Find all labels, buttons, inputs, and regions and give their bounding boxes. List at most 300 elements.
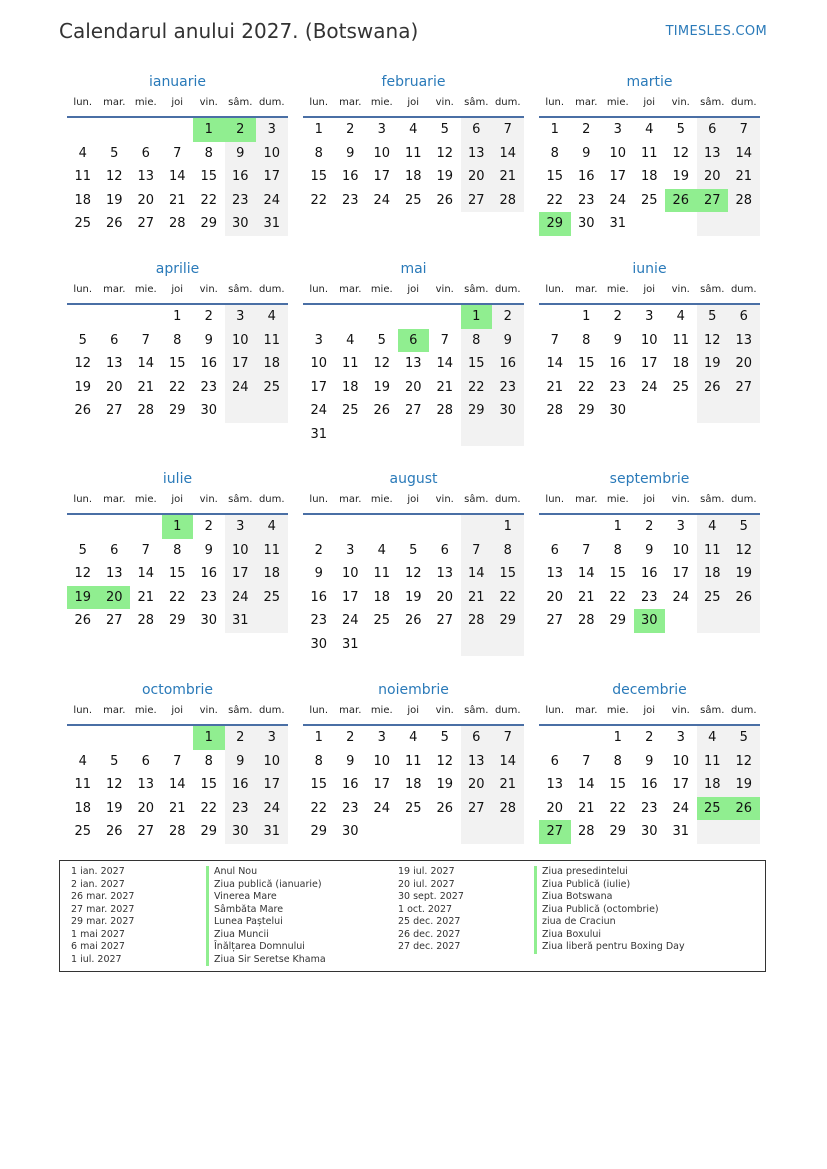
day-cell[interactable]: 14 xyxy=(168,169,186,184)
day-cell[interactable]: 21 xyxy=(577,589,595,605)
day-cell[interactable]: 10 xyxy=(373,753,391,769)
day-cell[interactable]: 16 xyxy=(577,169,595,184)
day-cell[interactable]: 21 xyxy=(492,165,524,189)
day-cell[interactable]: 29 xyxy=(168,613,186,628)
day-cell[interactable]: 30 xyxy=(225,212,257,236)
day-cell[interactable]: 28 xyxy=(577,613,595,628)
day-cell[interactable]: 4 xyxy=(256,305,288,329)
day-cell[interactable]: 13 xyxy=(461,750,493,774)
day-cell[interactable]: 16 xyxy=(225,773,257,797)
day-cell[interactable]: 11 xyxy=(74,777,92,792)
day-cell[interactable]: 16 xyxy=(492,352,524,376)
day-cell[interactable]: 30 xyxy=(200,403,218,418)
day-cell[interactable]: 17 xyxy=(225,562,257,586)
day-cell[interactable]: 12 xyxy=(74,356,92,371)
day-cell[interactable]: 20 xyxy=(404,379,422,395)
day-cell[interactable]: 14 xyxy=(492,750,524,774)
day-cell[interactable]: 18 xyxy=(697,773,729,797)
day-cell[interactable]: 24 xyxy=(341,613,359,628)
day-cell[interactable]: 8 xyxy=(582,332,591,348)
day-cell[interactable]: 16 xyxy=(200,356,218,371)
day-cell[interactable]: 20 xyxy=(461,773,493,797)
day-cell[interactable]: 10 xyxy=(256,142,288,166)
day-cell[interactable]: 22 xyxy=(168,589,186,605)
day-cell[interactable]: 3 xyxy=(314,332,323,348)
day-cell[interactable]: 5 xyxy=(440,122,449,137)
day-cell[interactable]: 11 xyxy=(404,753,422,769)
day-cell[interactable]: 6 xyxy=(141,145,150,161)
day-cell[interactable]: 7 xyxy=(728,118,760,142)
day-cell[interactable]: 1 xyxy=(173,309,182,324)
day-cell[interactable]: 1 xyxy=(461,305,493,329)
day-cell[interactable]: 15 xyxy=(609,777,627,792)
day-cell[interactable]: 17 xyxy=(373,169,391,184)
day-cell[interactable]: 14 xyxy=(461,562,493,586)
day-cell[interactable]: 8 xyxy=(204,753,213,769)
day-cell[interactable]: 18 xyxy=(341,379,359,395)
day-cell[interactable]: 27 xyxy=(137,824,155,839)
day-cell[interactable]: 13 xyxy=(546,566,564,581)
day-cell[interactable]: 4 xyxy=(256,515,288,539)
day-cell[interactable]: 26 xyxy=(74,403,92,418)
day-cell[interactable]: 15 xyxy=(310,169,328,184)
day-cell[interactable]: 20 xyxy=(697,165,729,189)
day-cell[interactable]: 27 xyxy=(137,216,155,231)
day-cell[interactable]: 17 xyxy=(341,589,359,605)
day-cell[interactable]: 31 xyxy=(310,426,328,442)
day-cell[interactable]: 12 xyxy=(105,169,123,184)
day-cell[interactable]: 20 xyxy=(546,800,564,816)
day-cell[interactable]: 3 xyxy=(225,305,257,329)
day-cell[interactable]: 9 xyxy=(204,332,213,348)
day-cell[interactable]: 20 xyxy=(105,379,123,395)
day-cell[interactable]: 7 xyxy=(440,332,449,348)
day-cell[interactable]: 27 xyxy=(436,613,454,628)
day-cell[interactable]: 12 xyxy=(74,566,92,581)
day-cell[interactable]: 15 xyxy=(461,352,493,376)
day-cell[interactable]: 17 xyxy=(310,379,328,395)
day-cell[interactable]: 18 xyxy=(404,169,422,184)
day-cell[interactable]: 12 xyxy=(404,566,422,581)
day-cell[interactable]: 5 xyxy=(728,515,760,539)
day-cell[interactable]: 22 xyxy=(310,192,328,208)
day-cell[interactable]: 5 xyxy=(377,332,386,348)
day-cell[interactable]: 4 xyxy=(697,726,729,750)
day-cell[interactable]: 26 xyxy=(105,824,123,839)
day-cell[interactable]: 11 xyxy=(74,169,92,184)
day-cell[interactable]: 26 xyxy=(74,613,92,628)
day-cell[interactable]: 25 xyxy=(697,586,729,610)
day-cell[interactable]: 4 xyxy=(409,730,418,745)
day-cell[interactable]: 16 xyxy=(310,589,328,605)
day-cell[interactable]: 29 xyxy=(168,403,186,418)
day-cell[interactable]: 17 xyxy=(640,356,658,371)
day-cell[interactable]: 29 xyxy=(609,613,627,628)
day-cell[interactable]: 6 xyxy=(110,332,119,348)
day-cell[interactable]: 28 xyxy=(436,403,454,418)
day-cell[interactable]: 19 xyxy=(728,562,760,586)
day-cell[interactable]: 6 xyxy=(440,542,449,558)
day-cell[interactable]: 10 xyxy=(373,145,391,161)
day-cell[interactable]: 2 xyxy=(645,730,654,745)
day-cell[interactable]: 24 xyxy=(256,189,288,213)
day-cell[interactable]: 5 xyxy=(78,332,87,348)
day-cell[interactable]: 12 xyxy=(697,329,729,353)
day-cell[interactable]: 19 xyxy=(74,379,92,395)
day-cell[interactable]: 24 xyxy=(256,797,288,821)
day-cell[interactable]: 8 xyxy=(613,542,622,558)
day-cell[interactable]: 20 xyxy=(546,589,564,605)
day-cell[interactable]: 29 xyxy=(200,824,218,839)
day-cell[interactable]: 8 xyxy=(173,332,182,348)
day-cell[interactable]: 10 xyxy=(225,539,257,563)
day-cell[interactable]: 17 xyxy=(225,352,257,376)
day-cell[interactable]: 16 xyxy=(200,566,218,581)
day-cell[interactable]: 20 xyxy=(137,800,155,816)
day-cell[interactable]: 30 xyxy=(492,399,524,423)
day-cell[interactable]: 25 xyxy=(697,797,729,821)
day-cell[interactable]: 11 xyxy=(404,145,422,161)
day-cell[interactable]: 8 xyxy=(461,329,493,353)
day-cell[interactable]: 6 xyxy=(728,305,760,329)
day-cell[interactable]: 9 xyxy=(582,145,591,161)
day-cell[interactable]: 7 xyxy=(461,539,493,563)
day-cell[interactable]: 22 xyxy=(200,800,218,816)
day-cell[interactable]: 11 xyxy=(341,356,359,371)
day-cell[interactable]: 23 xyxy=(577,192,595,208)
day-cell[interactable]: 7 xyxy=(173,145,182,161)
day-cell[interactable]: 7 xyxy=(492,726,524,750)
day-cell[interactable]: 5 xyxy=(697,305,729,329)
day-cell[interactable]: 21 xyxy=(728,165,760,189)
day-cell[interactable]: 3 xyxy=(377,122,386,137)
day-cell[interactable]: 25 xyxy=(341,403,359,418)
day-cell[interactable]: 7 xyxy=(141,332,150,348)
day-cell[interactable]: 5 xyxy=(110,753,119,769)
day-cell[interactable]: 22 xyxy=(200,192,218,208)
day-cell[interactable]: 26 xyxy=(436,192,454,208)
day-cell[interactable]: 8 xyxy=(204,145,213,161)
day-cell[interactable]: 16 xyxy=(609,356,627,371)
day-cell[interactable]: 25 xyxy=(256,376,288,400)
day-cell[interactable]: 17 xyxy=(256,773,288,797)
day-cell[interactable]: 2 xyxy=(225,118,257,142)
day-cell[interactable]: 13 xyxy=(105,566,123,581)
day-cell[interactable]: 17 xyxy=(256,165,288,189)
day-cell[interactable]: 16 xyxy=(225,165,257,189)
day-cell[interactable]: 12 xyxy=(728,750,760,774)
day-cell[interactable]: 23 xyxy=(225,797,257,821)
day-cell[interactable]: 3 xyxy=(225,515,257,539)
day-cell[interactable]: 9 xyxy=(204,542,213,558)
day-cell[interactable]: 8 xyxy=(492,539,524,563)
day-cell[interactable]: 30 xyxy=(200,613,218,628)
day-cell[interactable]: 10 xyxy=(256,750,288,774)
day-cell[interactable]: 24 xyxy=(373,192,391,208)
day-cell[interactable]: 10 xyxy=(609,145,627,161)
day-cell[interactable]: 27 xyxy=(697,189,729,213)
day-cell[interactable]: 15 xyxy=(168,566,186,581)
day-cell[interactable]: 20 xyxy=(728,352,760,376)
day-cell[interactable]: 15 xyxy=(200,777,218,792)
day-cell[interactable]: 12 xyxy=(436,145,454,161)
day-cell[interactable]: 19 xyxy=(672,169,690,184)
day-cell[interactable]: 8 xyxy=(314,145,323,161)
day-cell[interactable]: 7 xyxy=(173,753,182,769)
day-cell[interactable]: 5 xyxy=(78,542,87,558)
day-cell[interactable]: 3 xyxy=(645,309,654,324)
day-cell[interactable]: 21 xyxy=(577,800,595,816)
day-cell[interactable]: 4 xyxy=(377,542,386,558)
day-cell[interactable]: 27 xyxy=(461,797,493,821)
day-cell[interactable]: 18 xyxy=(672,356,690,371)
day-cell[interactable]: 12 xyxy=(373,356,391,371)
day-cell[interactable]: 9 xyxy=(225,750,257,774)
day-cell[interactable]: 24 xyxy=(609,192,627,208)
day-cell[interactable]: 23 xyxy=(609,379,627,395)
day-cell[interactable]: 6 xyxy=(110,542,119,558)
day-cell[interactable]: 3 xyxy=(346,542,355,558)
day-cell[interactable]: 31 xyxy=(225,609,257,633)
day-cell[interactable]: 28 xyxy=(546,403,564,418)
day-cell[interactable]: 15 xyxy=(310,777,328,792)
day-cell[interactable]: 18 xyxy=(640,169,658,184)
day-cell[interactable]: 29 xyxy=(609,824,627,839)
day-cell[interactable]: 12 xyxy=(105,777,123,792)
day-cell[interactable]: 2 xyxy=(225,726,257,750)
day-cell[interactable]: 20 xyxy=(436,589,454,605)
day-cell[interactable]: 11 xyxy=(256,539,288,563)
day-cell[interactable]: 13 xyxy=(436,566,454,581)
day-cell[interactable]: 18 xyxy=(74,192,92,208)
brand-logo[interactable]: TIMESLES.COM xyxy=(665,24,767,39)
day-cell[interactable]: 25 xyxy=(256,586,288,610)
day-cell[interactable]: 11 xyxy=(373,566,391,581)
day-cell[interactable]: 25 xyxy=(672,379,690,395)
day-cell[interactable]: 12 xyxy=(672,145,690,161)
day-cell[interactable]: 5 xyxy=(409,542,418,558)
day-cell[interactable]: 29 xyxy=(310,824,328,839)
day-cell[interactable]: 13 xyxy=(697,142,729,166)
day-cell[interactable]: 22 xyxy=(546,192,564,208)
day-cell[interactable]: 4 xyxy=(676,309,685,324)
day-cell[interactable]: 16 xyxy=(341,777,359,792)
day-cell[interactable]: 15 xyxy=(577,356,595,371)
day-cell[interactable]: 5 xyxy=(728,726,760,750)
day-cell[interactable]: 27 xyxy=(404,403,422,418)
day-cell[interactable]: 24 xyxy=(225,586,257,610)
day-cell[interactable]: 20 xyxy=(99,586,131,610)
day-cell[interactable]: 21 xyxy=(461,586,493,610)
day-cell[interactable]: 14 xyxy=(436,356,454,371)
day-cell[interactable]: 18 xyxy=(256,352,288,376)
day-cell[interactable]: 22 xyxy=(168,379,186,395)
day-cell[interactable]: 28 xyxy=(168,824,186,839)
day-cell[interactable]: 12 xyxy=(728,539,760,563)
day-cell[interactable]: 3 xyxy=(377,730,386,745)
day-cell[interactable]: 21 xyxy=(168,192,186,208)
day-cell[interactable]: 14 xyxy=(577,777,595,792)
day-cell[interactable]: 18 xyxy=(404,777,422,792)
day-cell[interactable]: 30 xyxy=(225,820,257,844)
day-cell[interactable]: 30 xyxy=(577,216,595,231)
day-cell[interactable]: 14 xyxy=(546,356,564,371)
day-cell[interactable]: 15 xyxy=(168,356,186,371)
day-cell[interactable]: 30 xyxy=(310,636,328,652)
day-cell[interactable]: 1 xyxy=(550,122,559,137)
day-cell[interactable]: 11 xyxy=(640,145,658,161)
day-cell[interactable]: 15 xyxy=(609,566,627,581)
day-cell[interactable]: 26 xyxy=(728,797,760,821)
day-cell[interactable]: 29 xyxy=(200,216,218,231)
day-cell[interactable]: 13 xyxy=(461,142,493,166)
day-cell[interactable]: 1 xyxy=(492,515,524,539)
day-cell[interactable]: 18 xyxy=(74,800,92,816)
day-cell[interactable]: 14 xyxy=(577,566,595,581)
day-cell[interactable]: 8 xyxy=(613,753,622,769)
day-cell[interactable]: 6 xyxy=(697,118,729,142)
day-cell[interactable]: 27 xyxy=(539,820,571,844)
day-cell[interactable]: 14 xyxy=(168,777,186,792)
day-cell[interactable]: 24 xyxy=(373,800,391,816)
day-cell[interactable]: 31 xyxy=(609,216,627,231)
day-cell[interactable]: 14 xyxy=(728,142,760,166)
day-cell[interactable]: 2 xyxy=(613,309,622,324)
day-cell[interactable]: 8 xyxy=(173,542,182,558)
day-cell[interactable]: 9 xyxy=(346,753,355,769)
day-cell[interactable]: 23 xyxy=(640,589,658,605)
day-cell[interactable]: 9 xyxy=(645,753,654,769)
day-cell[interactable]: 15 xyxy=(546,169,564,184)
day-cell[interactable]: 23 xyxy=(310,613,328,628)
day-cell[interactable]: 9 xyxy=(314,566,323,581)
day-cell[interactable]: 4 xyxy=(697,515,729,539)
day-cell[interactable]: 13 xyxy=(137,169,155,184)
day-cell[interactable]: 9 xyxy=(645,542,654,558)
day-cell[interactable]: 20 xyxy=(137,192,155,208)
day-cell[interactable]: 21 xyxy=(492,773,524,797)
day-cell[interactable]: 5 xyxy=(676,122,685,137)
day-cell[interactable]: 4 xyxy=(78,145,87,161)
day-cell[interactable]: 6 xyxy=(461,118,493,142)
day-cell[interactable]: 25 xyxy=(373,613,391,628)
day-cell[interactable]: 10 xyxy=(640,332,658,348)
day-cell[interactable]: 29 xyxy=(539,212,571,236)
day-cell[interactable]: 6 xyxy=(461,726,493,750)
day-cell[interactable]: 26 xyxy=(404,613,422,628)
day-cell[interactable]: 28 xyxy=(137,403,155,418)
day-cell[interactable]: 29 xyxy=(492,609,524,633)
day-cell[interactable]: 28 xyxy=(577,824,595,839)
day-cell[interactable]: 2 xyxy=(582,122,591,137)
day-cell[interactable]: 21 xyxy=(168,800,186,816)
day-cell[interactable]: 21 xyxy=(546,379,564,395)
day-cell[interactable]: 19 xyxy=(67,586,99,610)
day-cell[interactable]: 16 xyxy=(640,777,658,792)
day-cell[interactable]: 15 xyxy=(200,169,218,184)
day-cell[interactable]: 28 xyxy=(728,189,760,213)
day-cell[interactable]: 3 xyxy=(676,730,685,745)
day-cell[interactable]: 10 xyxy=(225,329,257,353)
day-cell[interactable]: 25 xyxy=(640,192,658,208)
day-cell[interactable]: 31 xyxy=(256,820,288,844)
day-cell[interactable]: 14 xyxy=(137,356,155,371)
day-cell[interactable]: 28 xyxy=(461,609,493,633)
day-cell[interactable]: 19 xyxy=(436,169,454,184)
day-cell[interactable]: 1 xyxy=(582,309,591,324)
day-cell[interactable]: 28 xyxy=(492,797,524,821)
day-cell[interactable]: 13 xyxy=(105,356,123,371)
day-cell[interactable]: 4 xyxy=(645,122,654,137)
day-cell[interactable]: 23 xyxy=(492,376,524,400)
day-cell[interactable]: 23 xyxy=(640,800,658,816)
day-cell[interactable]: 19 xyxy=(373,379,391,395)
day-cell[interactable]: 24 xyxy=(672,589,690,605)
day-cell[interactable]: 11 xyxy=(697,539,729,563)
day-cell[interactable]: 17 xyxy=(672,566,690,581)
day-cell[interactable]: 26 xyxy=(436,800,454,816)
day-cell[interactable]: 2 xyxy=(645,519,654,534)
day-cell[interactable]: 29 xyxy=(577,403,595,418)
day-cell[interactable]: 20 xyxy=(461,165,493,189)
day-cell[interactable]: 27 xyxy=(546,613,564,628)
day-cell[interactable]: 7 xyxy=(582,542,591,558)
day-cell[interactable]: 11 xyxy=(256,329,288,353)
day-cell[interactable]: 10 xyxy=(672,542,690,558)
day-cell[interactable]: 14 xyxy=(137,566,155,581)
day-cell[interactable]: 27 xyxy=(105,403,123,418)
day-cell[interactable]: 30 xyxy=(341,824,359,839)
day-cell[interactable]: 22 xyxy=(310,800,328,816)
day-cell[interactable]: 21 xyxy=(436,379,454,395)
day-cell[interactable]: 17 xyxy=(373,777,391,792)
day-cell[interactable]: 21 xyxy=(137,379,155,395)
day-cell[interactable]: 10 xyxy=(672,753,690,769)
day-cell[interactable]: 1 xyxy=(162,515,194,539)
day-cell[interactable]: 19 xyxy=(105,800,123,816)
day-cell[interactable]: 13 xyxy=(546,777,564,792)
day-cell[interactable]: 30 xyxy=(634,609,666,633)
day-cell[interactable]: 16 xyxy=(341,169,359,184)
day-cell[interactable]: 24 xyxy=(310,403,328,418)
day-cell[interactable]: 24 xyxy=(640,379,658,395)
day-cell[interactable]: 2 xyxy=(346,122,355,137)
day-cell[interactable]: 31 xyxy=(256,212,288,236)
day-cell[interactable]: 23 xyxy=(200,379,218,395)
day-cell[interactable]: 12 xyxy=(436,753,454,769)
day-cell[interactable]: 2 xyxy=(346,730,355,745)
day-cell[interactable]: 6 xyxy=(398,329,430,353)
day-cell[interactable]: 28 xyxy=(492,189,524,213)
day-cell[interactable]: 18 xyxy=(256,562,288,586)
day-cell[interactable]: 10 xyxy=(310,356,328,371)
day-cell[interactable]: 3 xyxy=(676,519,685,534)
day-cell[interactable]: 17 xyxy=(672,777,690,792)
day-cell[interactable]: 19 xyxy=(436,777,454,792)
day-cell[interactable]: 19 xyxy=(105,192,123,208)
day-cell[interactable]: 8 xyxy=(314,753,323,769)
day-cell[interactable]: 11 xyxy=(672,332,690,348)
day-cell[interactable]: 8 xyxy=(550,145,559,161)
day-cell[interactable]: 25 xyxy=(74,216,92,231)
day-cell[interactable]: 23 xyxy=(341,800,359,816)
day-cell[interactable]: 25 xyxy=(74,824,92,839)
day-cell[interactable]: 31 xyxy=(672,824,690,839)
day-cell[interactable]: 26 xyxy=(728,586,760,610)
day-cell[interactable]: 26 xyxy=(697,376,729,400)
day-cell[interactable]: 4 xyxy=(346,332,355,348)
day-cell[interactable]: 9 xyxy=(346,145,355,161)
